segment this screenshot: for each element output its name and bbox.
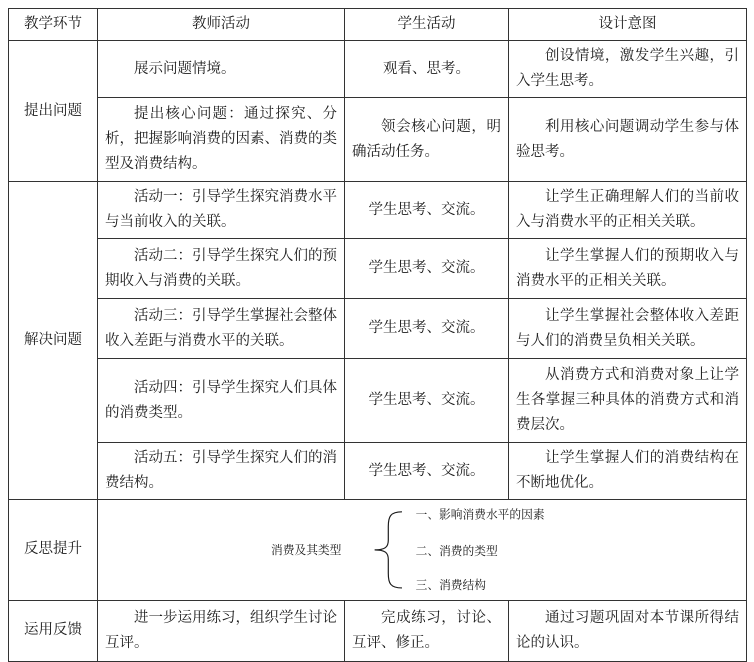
intent-cell: 让学生掌握人们的预期收入与消费水平的正相关关联。	[509, 239, 747, 299]
student-cell: 完成练习，讨论、互评、修正。	[345, 600, 509, 661]
intent-cell: 创设情境，激发学生兴趣，引入学生思考。	[509, 41, 747, 98]
table-row	[9, 299, 747, 359]
student-cell: 学生思考、交流。	[345, 443, 509, 500]
summary-brace-diagram	[105, 503, 739, 597]
header-row	[9, 9, 747, 41]
header-teacher: 教师活动	[98, 9, 345, 41]
brace-shape	[375, 512, 402, 588]
table-row	[9, 239, 747, 299]
table-row	[9, 500, 747, 601]
summary-item: 二、消费的类型	[415, 543, 498, 558]
summary-center: 消费及其类型	[271, 542, 342, 557]
student-cell: 学生思考、交流。	[345, 359, 509, 443]
intent-cell: 让学生正确理解人们的当前收入与消费水平的正相关关联。	[509, 182, 747, 239]
header-intent: 设计意图	[509, 9, 747, 41]
table-row	[9, 359, 747, 443]
teacher-cell: 展示问题情境。	[98, 41, 345, 98]
teacher-cell: 提出核心问题：通过探究、分析，把握影响消费的因素、消费的类型及消费结构。	[98, 98, 345, 182]
teacher-cell: 活动三：引导学生掌握社会整体收入差距与消费水平的关联。	[98, 299, 345, 359]
table-row	[9, 443, 747, 500]
student-cell: 观看、思考。	[345, 41, 509, 98]
teacher-cell: 进一步运用练习，组织学生讨论互评。	[98, 600, 345, 661]
stage-reflect: 反思提升	[9, 500, 98, 601]
summary-diagram-cell	[98, 500, 747, 601]
intent-cell: 让学生掌握人们的消费结构在不断地优化。	[509, 443, 747, 500]
student-cell: 学生思考、交流。	[345, 239, 509, 299]
teacher-cell: 活动二：引导学生探究人们的预期收入与消费的关联。	[98, 239, 345, 299]
stage-raise: 提出问题	[9, 41, 98, 182]
teacher-cell: 活动四：引导学生探究人们具体的消费类型。	[98, 359, 345, 443]
summary-item: 三、消费结构	[415, 577, 486, 592]
student-cell: 学生思考、交流。	[345, 299, 509, 359]
table-row	[9, 98, 747, 182]
stage-apply: 运用反馈	[9, 600, 98, 661]
intent-cell: 利用核心问题调动学生参与体验思考。	[509, 98, 747, 182]
student-cell: 领会核心问题，明确活动任务。	[345, 98, 509, 182]
intent-cell: 通过习题巩固对本节课所得结论的认识。	[509, 600, 747, 661]
summary-item: 一、影响消费水平的因素	[415, 507, 545, 522]
teacher-cell: 活动一：引导学生探究消费水平与当前收入的关联。	[98, 182, 345, 239]
table-row	[9, 600, 747, 661]
student-cell: 学生思考、交流。	[345, 182, 509, 239]
intent-cell: 从消费方式和消费对象上让学生各掌握三种具体的消费方式和消费层次。	[509, 359, 747, 443]
intent-cell: 让学生掌握社会整体收入差距与人们的消费呈负相关关联。	[509, 299, 747, 359]
header-student: 学生活动	[345, 9, 509, 41]
teacher-cell: 活动五：引导学生探究人们的消费结构。	[98, 443, 345, 500]
header-stage: 教学环节	[9, 9, 98, 41]
stage-solve: 解决问题	[9, 182, 98, 500]
table-row	[9, 41, 747, 98]
table-row	[9, 182, 747, 239]
lesson-plan-table	[8, 8, 747, 662]
